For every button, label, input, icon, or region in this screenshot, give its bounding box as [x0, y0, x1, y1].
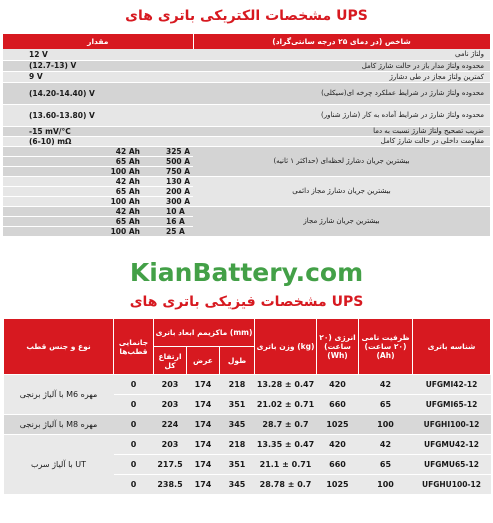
capacity-cell: 100: [359, 475, 413, 495]
header-weight: وزن باتری (kg): [255, 319, 317, 375]
weight-cell: 13.28 ± 0.47: [255, 375, 317, 395]
terminal-cell: UT با آلیاژ سرب: [4, 435, 114, 495]
current-cell: 10 A: [148, 206, 193, 216]
energy-cell: 660: [317, 395, 359, 415]
spacing-cell: 0: [114, 395, 154, 415]
capacity-cell: 100: [359, 415, 413, 435]
table-row: [3, 136, 490, 146]
group-label: بیشترین جریان دشارژ مجاز دائمی: [193, 176, 490, 206]
value-cell: 9 V: [3, 71, 193, 82]
model-cell: UFGMI65-12: [413, 395, 491, 415]
length-cell: 218: [220, 375, 255, 395]
current-cell: 500 A: [148, 156, 193, 166]
table-row: [3, 104, 490, 126]
param-cell: محدوده ولتاژ شارژ در شرایط آماده به کار (شارژ شناور): [193, 104, 490, 126]
current-cell: 750 A: [148, 166, 193, 176]
header-value: مقدار: [3, 34, 193, 49]
param-cell: ضریب تصحیح ولتاژ شارژ نسبت به دما: [193, 126, 490, 136]
width-cell: 174: [187, 375, 220, 395]
group-label: بیشترین جریان دشارژ لحظه‌ای (حداکثر ۱ ثانیه): [193, 146, 490, 176]
param-cell: ولتاژ نامی: [193, 49, 490, 60]
height-cell: 224: [154, 415, 187, 435]
height-cell: 217.5: [154, 455, 187, 475]
physical-specs-table: [3, 318, 491, 495]
width-cell: 174: [187, 455, 220, 475]
capacity-cell: 65: [359, 455, 413, 475]
height-cell: 203: [154, 395, 187, 415]
table-row: [3, 82, 490, 104]
capacity-cell: 65 Ah: [3, 156, 148, 166]
table-row: [3, 49, 490, 60]
model-cell: UFGMI42-12: [413, 375, 491, 395]
height-cell: 238.5: [154, 475, 187, 495]
energy-cell: 420: [317, 375, 359, 395]
table-row: [3, 60, 490, 71]
physical-specs-title: مشخصات فیزیکی باتری های UPS: [129, 294, 364, 310]
value-cell: (12.7-13) V: [3, 60, 193, 71]
header-dims: ماکزیمم ابعاد باتری (mm): [154, 319, 255, 347]
table-row: [3, 176, 490, 186]
width-cell: 174: [187, 415, 220, 435]
length-cell: 345: [220, 475, 255, 495]
param-cell: محدوده ولتاژ شارژ در شرایط عملکرد چرخه ای(سیکلی): [193, 82, 490, 104]
energy-cell: 420: [317, 435, 359, 455]
weight-cell: 21.02 ± 0.71: [255, 395, 317, 415]
watermark-suffix: .com: [295, 258, 364, 287]
param-cell: محدوده ولتاژ مدار باز در حالت شارژ کامل: [193, 60, 490, 71]
width-cell: 174: [187, 435, 220, 455]
current-cell: 16 A: [148, 216, 193, 226]
capacity-cell: 65: [359, 395, 413, 415]
header-param: شاخص (در دمای ۲۵ درجه سانتی‌گراد): [193, 34, 490, 49]
current-cell: 300 A: [148, 196, 193, 206]
weight-cell: 13.35 ± 0.47: [255, 435, 317, 455]
height-cell: 203: [154, 435, 187, 455]
capacity-cell: 42: [359, 375, 413, 395]
length-cell: 351: [220, 455, 255, 475]
energy-cell: 660: [317, 455, 359, 475]
spacing-cell: 0: [114, 375, 154, 395]
length-cell: 351: [220, 395, 255, 415]
capacity-cell: 42 Ah: [3, 206, 148, 216]
terminal-cell: مهره M8 با آلیاژ برنجی: [4, 415, 114, 435]
param-cell: مقاومت داخلی در حالت شارژ کامل: [193, 136, 490, 146]
value-cell: (6-10) mΩ: [3, 136, 193, 146]
capacity-cell: 65 Ah: [3, 216, 148, 226]
weight-cell: 28.78 ± 0.7: [255, 475, 317, 495]
current-cell: 130 A: [148, 176, 193, 186]
header-model: شناسه باتری: [413, 319, 491, 375]
table-row: [3, 71, 490, 82]
header-width: عرض: [187, 347, 220, 375]
capacity-cell: 100 Ah: [3, 226, 148, 236]
header-height: ارتفاع کل: [154, 347, 187, 375]
value-cell: 12 V: [3, 49, 193, 60]
spacing-cell: 0: [114, 455, 154, 475]
value-cell: (14.20-14.40) V: [3, 82, 193, 104]
param-cell: کمترین ولتاژ مجاز در طی دشارژ: [193, 71, 490, 82]
energy-cell: 1025: [317, 415, 359, 435]
value-cell: (13.60-13.80) V: [3, 104, 193, 126]
model-cell: UFGMU65-12: [413, 455, 491, 475]
table-row: [3, 126, 490, 136]
capacity-cell: 42 Ah: [3, 146, 148, 156]
current-cell: 325 A: [148, 146, 193, 156]
spacing-cell: 0: [114, 475, 154, 495]
header-terminal: نوع و جنس قطب: [4, 319, 114, 375]
terminal-cell: مهره M6 با آلیاژ برنجی: [4, 375, 114, 415]
table-row: [3, 206, 490, 216]
length-cell: 345: [220, 415, 255, 435]
model-cell: UFGHI100-12: [413, 415, 491, 435]
current-cell: 200 A: [148, 186, 193, 196]
weight-cell: 28.7 ± 0.7: [255, 415, 317, 435]
table-row: [4, 375, 491, 395]
table-row: [4, 415, 491, 435]
capacity-cell: 65 Ah: [3, 186, 148, 196]
model-cell: UFGHU100-12: [413, 475, 491, 495]
header-energy: انرژی (۲۰ ساعت) (Wh): [317, 319, 359, 375]
width-cell: 174: [187, 395, 220, 415]
weight-cell: 21.1 ± 0.71: [255, 455, 317, 475]
header-length: طول: [220, 347, 255, 375]
group-label: بیشترین جریان شارژ مجاز: [193, 206, 490, 236]
length-cell: 218: [220, 435, 255, 455]
spacing-cell: 0: [114, 435, 154, 455]
width-cell: 174: [187, 475, 220, 495]
watermark-brand: KianBattery: [129, 258, 296, 287]
header-capacity: ظرفیت نامی (۲۰ ساعت) (Ah): [359, 319, 413, 375]
height-cell: 203: [154, 375, 187, 395]
electrical-specs-title: مشخصات الکتریکی باتری های UPS: [125, 8, 368, 24]
model-cell: UFGMU42-12: [413, 435, 491, 455]
capacity-cell: 100 Ah: [3, 196, 148, 206]
capacity-cell: 42: [359, 435, 413, 455]
table-row: [3, 146, 490, 156]
capacity-cell: 100 Ah: [3, 166, 148, 176]
table-row: [4, 435, 491, 455]
spacing-cell: 0: [114, 415, 154, 435]
current-cell: 25 A: [148, 226, 193, 236]
header-spacing: جانمایی قطب‌ها: [114, 319, 154, 375]
energy-cell: 1025: [317, 475, 359, 495]
capacity-cell: 42 Ah: [3, 176, 148, 186]
watermark-logo: [0, 258, 493, 287]
electrical-specs-table: [3, 34, 491, 237]
value-cell: -15 mV/°C: [3, 126, 193, 136]
